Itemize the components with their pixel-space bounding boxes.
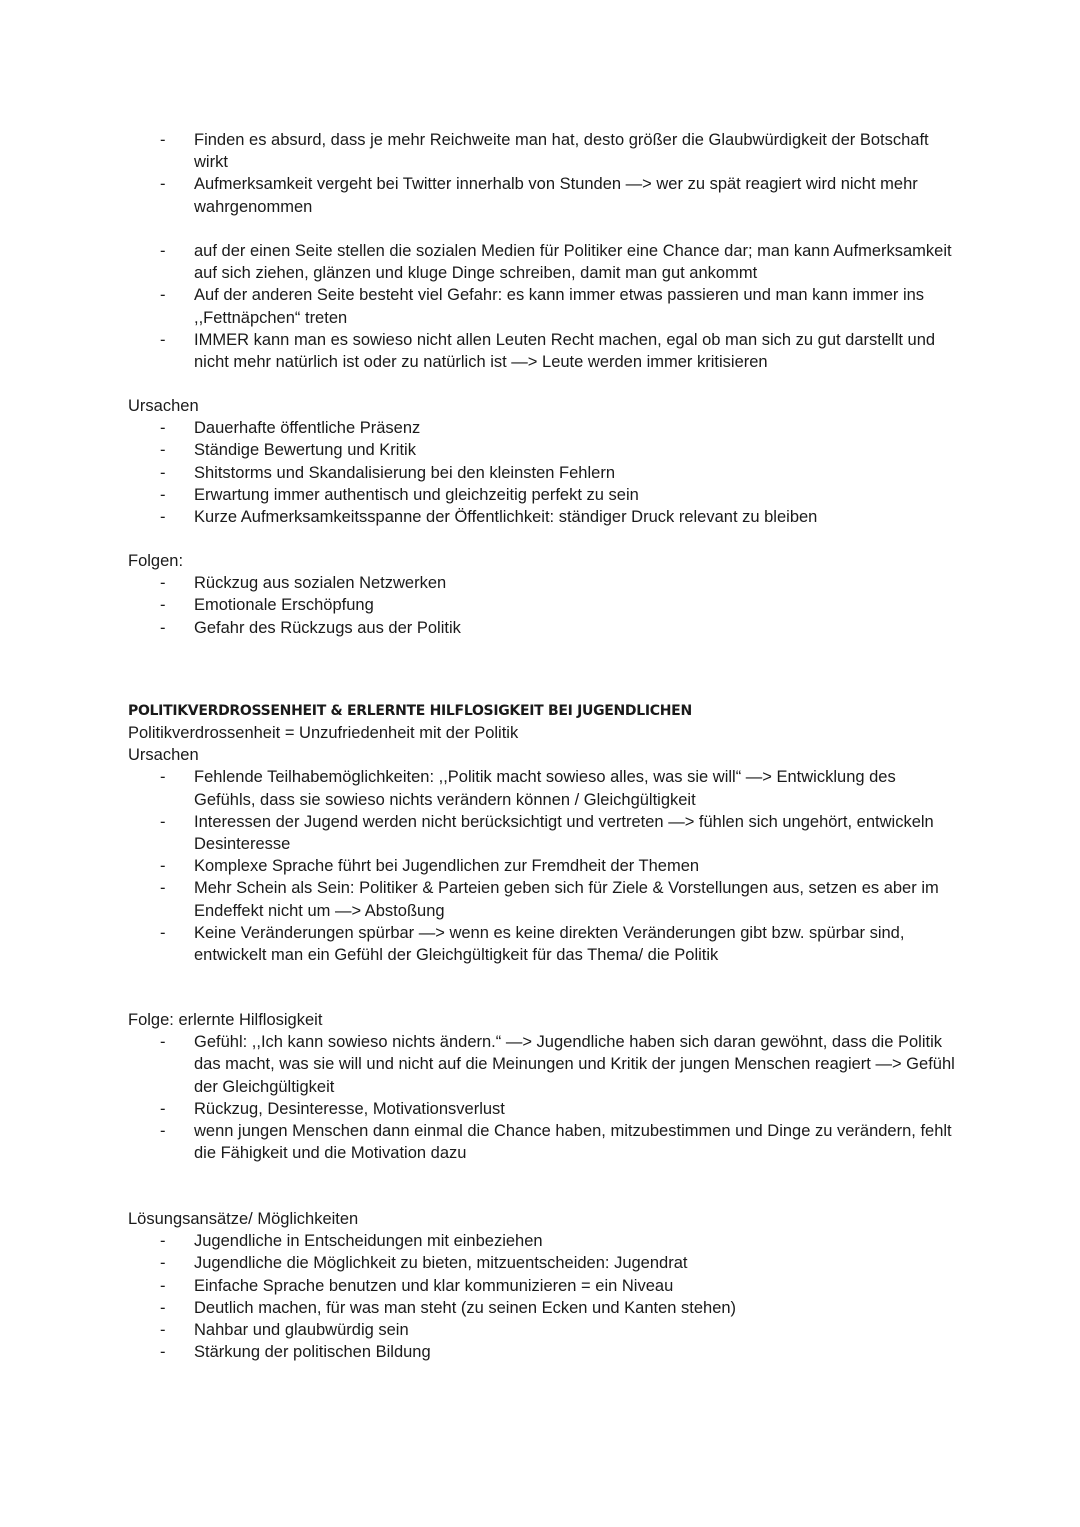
list-item: - Emotionale Erschöpfung bbox=[128, 594, 958, 616]
folge-2-list bbox=[128, 1031, 958, 1164]
list-item: - Rückzug, Desinteresse, Motivationsverlust bbox=[128, 1098, 958, 1120]
list-item: - Stärkung der politischen Bildung bbox=[128, 1341, 958, 1363]
politikverdrossenheit-section bbox=[128, 700, 958, 966]
folgen-list bbox=[128, 572, 958, 639]
list-item: - Mehr Schein als Sein: Politiker & Parteien geben sich für Ziele & Vorstellungen aus, setzen es aber im Endeffekt nicht um —> Abstoßung bbox=[128, 877, 958, 921]
list-item: - Erwartung immer authentisch und gleichzeitig perfekt zu sein bbox=[128, 484, 958, 506]
list-item: - Keine Veränderungen spürbar —> wenn es keine direkten Veränderungen gibt bzw. spürbar sind, entwickelt man ein Gefühl der Gleichgültigkeit für das Thema/ die Politik bbox=[128, 922, 958, 966]
list-item: - Interessen der Jugend werden nicht berücksichtigt und vertreten —> fühlen sich ungehört, entwickeln Desinteresse bbox=[128, 811, 958, 855]
list-item: - Aufmerksamkeit vergeht bei Twitter innerhalb von Stunden —> wer zu spät reagiert wird nicht mehr wahrgenommen bbox=[128, 173, 958, 217]
ursachen-2-list bbox=[128, 766, 958, 966]
list-item: - Finden es absurd, dass je mehr Reichweite man hat, desto größer die Glaubwürdigkeit der Botschaft wirkt bbox=[128, 129, 958, 173]
ursachen-list bbox=[128, 417, 958, 528]
list-item: - auf der einen Seite stellen die sozialen Medien für Politiker eine Chance dar; man kann Aufmerksamkeit auf sich ziehen, glänzen und kluge Dinge schreiben, damit man gut ankommt bbox=[128, 240, 958, 284]
definition-line: Politikverdrossenheit = Unzufriedenheit mit der Politik bbox=[128, 724, 519, 742]
section-title: POLITIKVERDROSSENHEIT & ERLERNTE HILFLOSIGKEIT BEI JUGENDLICHEN bbox=[128, 703, 692, 719]
folgen-heading: Folgen: bbox=[128, 552, 184, 570]
list-item: - Dauerhafte öffentliche Präsenz bbox=[128, 417, 958, 439]
list-item: - Jugendliche in Entscheidungen mit einbeziehen bbox=[128, 1230, 958, 1252]
list-item: - Kurze Aufmerksamkeitsspanne der Öffentlichkeit: ständiger Druck relevant zu bleiben bbox=[128, 506, 958, 528]
list-item: - Auf der anderen Seite besteht viel Gefahr: es kann immer etwas passieren und man kann immer ins ,,Fettnäpchen“ treten bbox=[128, 284, 958, 328]
loesungsansaetze-section bbox=[128, 1208, 958, 1363]
list-item: - Deutlich machen, für was man steht (zu seinen Ecken und Kanten stehen) bbox=[128, 1297, 958, 1319]
list-item: - Fehlende Teilhabemöglichkeiten: ,,Politik macht sowieso alles, was sie will“ —> Entwicklung des Gefühls, dass sie sowieso nichts verändern können / Gleichgültigkeit bbox=[128, 766, 958, 810]
ursachen-heading: Ursachen bbox=[128, 397, 199, 415]
ursachen-2-heading: Ursachen bbox=[128, 746, 199, 765]
folge-hilflosigkeit-section bbox=[128, 1009, 958, 1164]
loesungen-list bbox=[128, 1230, 958, 1363]
list-item: - Jugendliche die Möglichkeit zu bieten, mitzuentscheiden: Jugendrat bbox=[128, 1252, 958, 1274]
intro-list-1 bbox=[128, 129, 958, 218]
list-item: - Nahbar und glaubwürdig sein bbox=[128, 1319, 958, 1341]
list-item: - Ständige Bewertung und Kritik bbox=[128, 439, 958, 461]
list-item: - Shitstorms und Skandalisierung bei den kleinsten Fehlern bbox=[128, 462, 958, 484]
ursachen-section bbox=[128, 395, 958, 528]
intro-list-2-block bbox=[128, 240, 958, 373]
list-item: - wenn jungen Menschen dann einmal die Chance haben, mitzubestimmen und Dinge zu verändern, fehlt die Fähigkeit und die Motivation dazu bbox=[128, 1120, 958, 1164]
folge-2-heading: Folge: erlernte Hilflosigkeit bbox=[128, 1011, 323, 1029]
list-item: - Gefühl: ,,Ich kann sowieso nichts ändern.“ —> Jugendliche haben sich daran gewöhnt, dass die Politik das macht, was sie will und nicht auf die Meinungen und Kritik der jungen Menschen reagiert —> Gefühl der Gleichgültigkeit bbox=[128, 1031, 958, 1098]
list-item: - IMMER kann man es sowieso nicht allen Leuten Recht machen, egal ob man sich zu gut darstellt und nicht mehr natürlich ist oder zu natürlich ist —> Leute werden immer kritisieren bbox=[128, 329, 958, 373]
list-item: - Rückzug aus sozialen Netzwerken bbox=[128, 572, 958, 594]
list-item: - Komplexe Sprache führt bei Jugendlichen zur Fremdheit der Themen bbox=[128, 855, 958, 877]
list-item: - Gefahr des Rückzugs aus der Politik bbox=[128, 617, 958, 639]
folgen-section bbox=[128, 550, 958, 639]
list-item: - Einfache Sprache benutzen und klar kommunizieren = ein Niveau bbox=[128, 1275, 958, 1297]
intro-list-1-block bbox=[128, 129, 958, 218]
intro-list-2 bbox=[128, 240, 958, 373]
loesungen-heading: Lösungsansätze/ Möglichkeiten bbox=[128, 1210, 359, 1228]
